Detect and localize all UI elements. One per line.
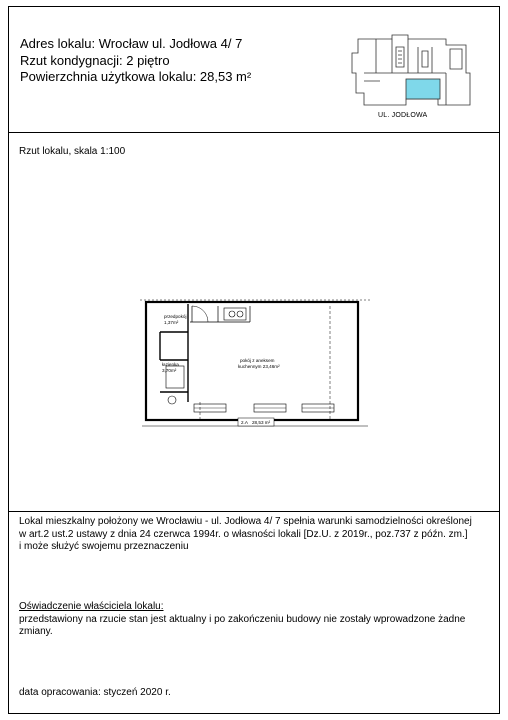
owner-declaration xyxy=(19,601,465,639)
room-bathroom-area: 3,70m² xyxy=(162,368,177,373)
room-hallway-area: 1,37m² xyxy=(164,320,179,325)
owner-declaration-line: przedstawiony na rzucie stan jest aktualny i po zakończeniu budowy nie zostały wprowadzone żadne xyxy=(19,613,466,625)
address-line: Adres lokalu: Wrocław ul. Jodłowa 4/ 7 xyxy=(20,36,243,51)
key-plan xyxy=(346,33,474,109)
preparation-date: data opracowania: styczeń 2020 r. xyxy=(19,687,171,698)
floor-plan xyxy=(140,292,370,432)
area-line: Powierzchnia użytkowa lokalu: 28,53 m² xyxy=(20,69,252,84)
unit-tag: 2.A xyxy=(241,420,248,425)
header-block xyxy=(20,36,251,86)
unit-highlight xyxy=(406,79,440,99)
statement-line: Lokal mieszkalny położony we Wrocławiu - ul. Jodłowa 4/ 7 spełnia warunki samodzielności określonej xyxy=(19,516,472,527)
owner-declaration-title: Oświadczenie właściciela lokalu: xyxy=(19,601,164,612)
room-living-name: pokój z aneksem xyxy=(240,358,275,363)
section-divider xyxy=(9,132,499,133)
room-hallway-name: przedpokój xyxy=(164,314,187,319)
statement-line: i może służyć swojemu przeznaczeniu xyxy=(19,541,189,552)
unit-tag-area: 28,53 m² xyxy=(252,420,271,425)
statement-block xyxy=(19,516,472,554)
section-divider xyxy=(9,511,499,512)
plan-scale-caption: Rzut lokalu, skala 1:100 xyxy=(19,146,126,157)
owner-declaration-line: zmiany. xyxy=(19,626,53,637)
floor-line: Rzut kondygnacji: 2 piętro xyxy=(20,52,170,68)
room-living-area: kuchennym 23,46m² xyxy=(238,364,280,369)
statement-line: w art.2 ust.2 ustawy z dnia 24 czerwca 1994r. o własności lokali [Dz.U. z 2019r., poz.737 z późn. zm.] xyxy=(19,528,468,540)
street-label: UL. JODŁOWA xyxy=(378,112,428,119)
room-bathroom-name: łazienka xyxy=(162,362,179,367)
